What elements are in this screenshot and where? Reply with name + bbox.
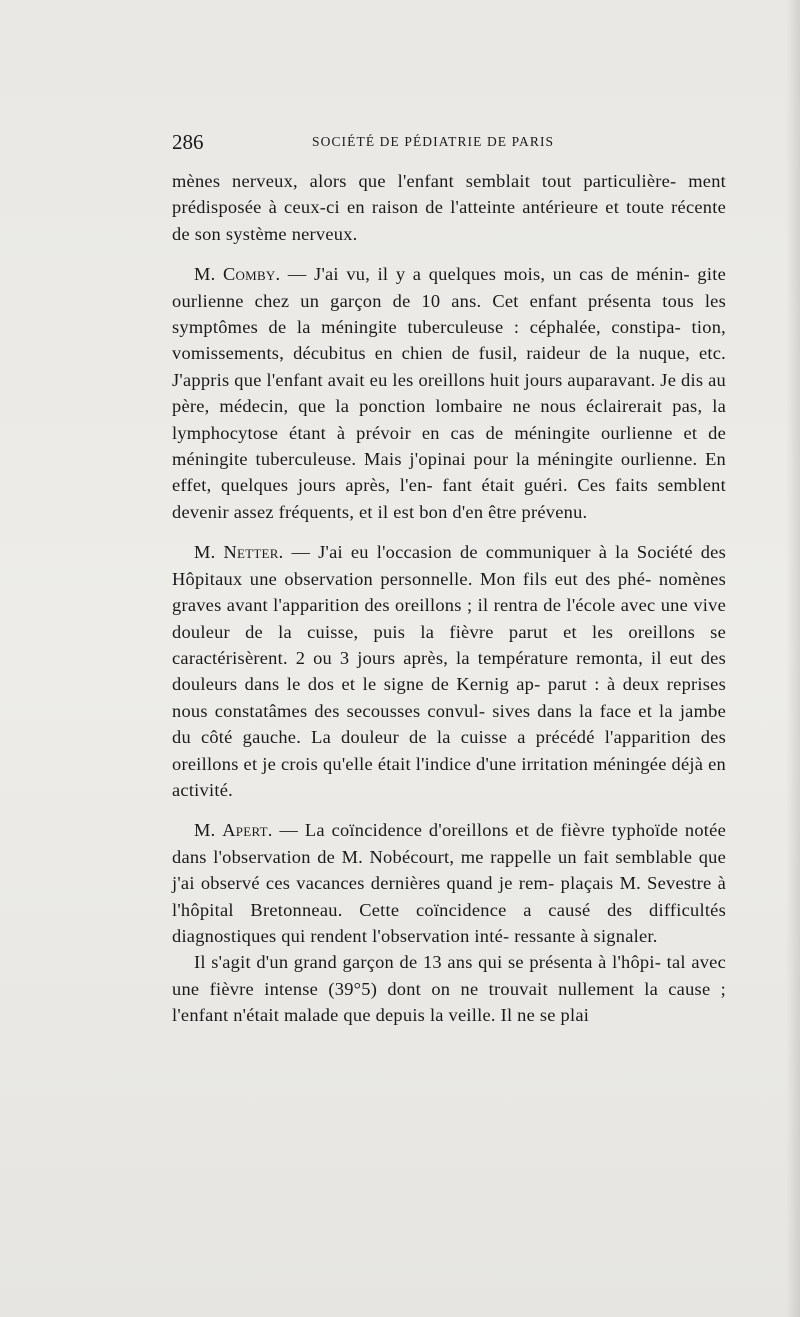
speaker-prefix: M.: [194, 542, 224, 563]
body-text: [172, 168, 726, 1029]
paragraph-text: Il s'agit d'un grand garçon de 13 ans qui se présenta à l'hôpi- tal avec une fièvre intense (39°5) dont on ne trouvait nullement la cause ; l'enfant n'était malade que depuis la veille. Il ne se plai: [172, 952, 726, 1026]
speaker-prefix: M.: [194, 264, 223, 285]
paragraph-netter: [172, 539, 726, 803]
paragraph-continuation: [172, 168, 726, 247]
speaker-prefix: M.: [194, 820, 223, 841]
speaker-name: Apert: [222, 820, 268, 841]
paragraph-apert: [172, 817, 726, 949]
paragraph-text: . — J'ai eu l'occasion de communiquer à la Société des Hôpitaux une observation personnelle. Mon fils eut des phé- nomènes graves avant l'apparition des oreillons ; il rentra de l'école avec une vive douleur de la cuisse, puis la fièvre parut et les oreillons se caractérisèrent. 2 ou 3 jours après, la température remonta, il eut des douleurs dans le dos et le signe de Kernig ap- parut : à deux reprises nous constatâmes des secousses convul- sives dans la face et la jambe du côté gauche. La douleur de la cuisse a précédé l'apparition des oreillons et je crois qu'elle était l'indice d'une irritation méningée déjà en activité.: [172, 542, 726, 800]
paragraph-text: . — J'ai vu, il y a quelques mois, un cas de ménin- gite ourlienne chez un garçon de 10 ans. Cet enfant présenta tous les symptômes de la méningite tuberculeuse : céphalée, constipa- tion, vomissements, décubitus en chien de fusil, raideur de la nuque, etc. J'appris que l'enfant avait eu les oreillons huit jours auparavant. Je dis au père, médecin, que la ponction lombaire ne nous éclairerait pas, la lymphocytose étant à prévoir en cas de méningite ourlienne et de méningite tuberculeuse. Mais j'opinai pour la méningite ourlienne. En effet, quelques jours après, l'en- fant était guéri. Ces faits semblent devenir assez fréquents, et il est bon d'en être prévenu.: [172, 264, 726, 522]
paragraph-comby: [172, 261, 726, 525]
paragraph-text: mènes nerveux, alors que l'enfant semblait tout particulière- ment prédisposée à ceux-ci en raison de l'atteinte antérieure et toute récente de son système nerveux.: [172, 171, 726, 244]
speaker-name: Netter: [223, 542, 279, 563]
paragraph-text: . — La coïncidence d'oreillons et de fièvre typhoïde notée dans l'observation de M. Nobécourt, me rappelle un fait semblable que j'ai observé ces vacances dernières quand je rem- plaçais M. Sevestre à l'hôpital Bretonneau. Cette coïncidence a causé des difficultés diagnostiques qui rendent l'observation inté- ressante à signaler.: [172, 820, 726, 946]
speaker-name: Comby: [222, 264, 276, 285]
paragraph-case: [172, 949, 726, 1028]
running-title: SOCIÉTÉ DE PÉDIATRIE DE PARIS: [312, 134, 555, 149]
page-header: [172, 128, 724, 158]
page-number: 286: [172, 130, 204, 154]
